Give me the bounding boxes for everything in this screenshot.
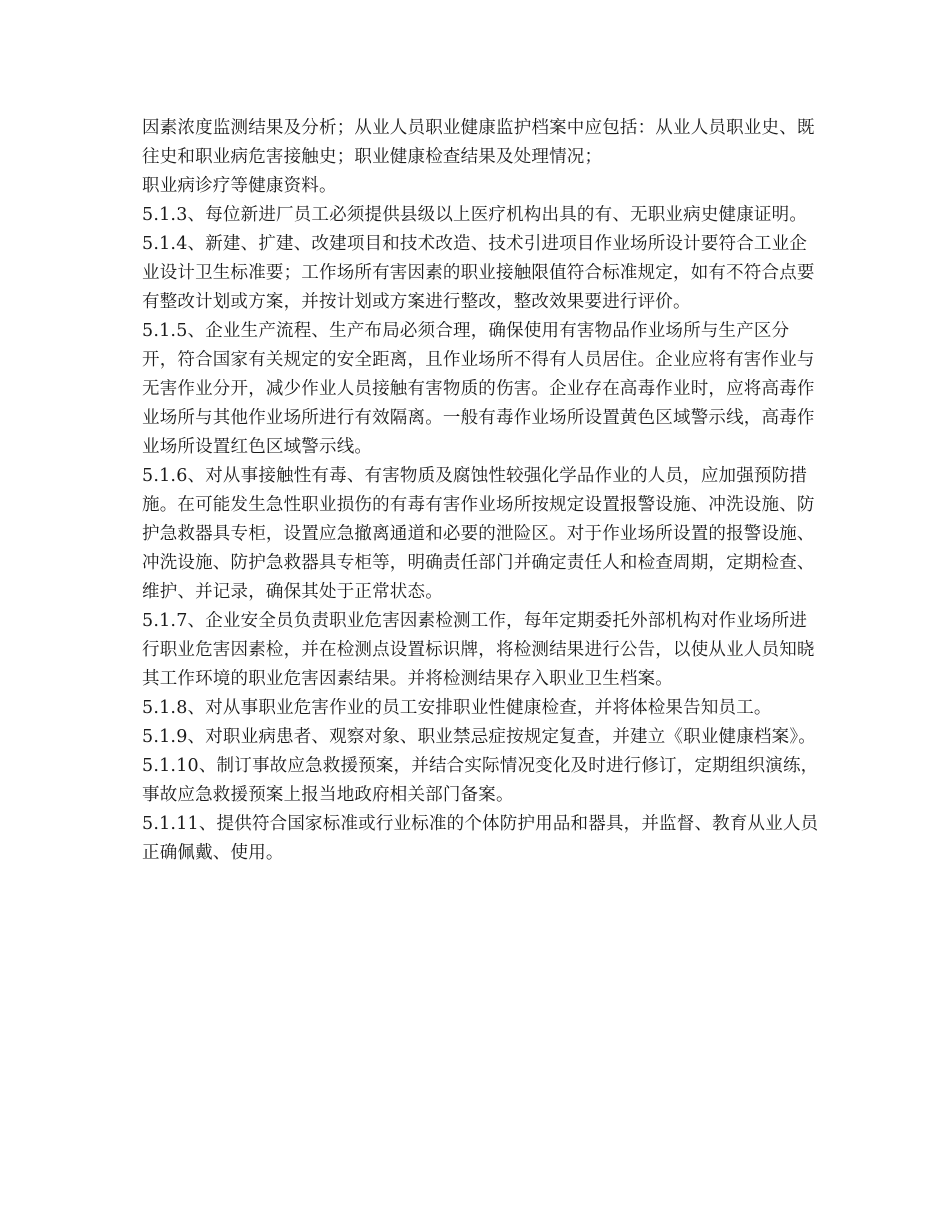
paragraph-5-1-11: 5.1.11、提供符合国家标准或行业标准的个体防护用品和器具，并监督、教育从业人员正确佩戴、使用。 bbox=[142, 814, 819, 863]
paragraph-5-1-5: 5.1.5、企业生产流程、生产布局必须合理，确保使用有害物品作业场所与生产区分开，符合国家有关规定的安全距离，且作业场所不得有人员居住。企业应将有害作业与无害作业分开，减少作业人员接触有害物质的伤害。企业存在高毒作业时，应将高毒作业场所与其他作业场所进行有效隔离。一般有毒作业场所设置黄色区域警示线，高毒作业场所设置红色区域警示线。 bbox=[142, 321, 815, 457]
paragraph-5-1-9: 5.1.9、对职业病患者、观察对象、职业禁忌症按规定复查，并建立《职业健康档案》。 bbox=[142, 727, 816, 747]
paragraph-5-1-10: 5.1.10、制订事故应急救援预案，并结合实际情况变化及时进行修订，定期组织演练，事故应急救援预案上报当地政府相关部门备案。 bbox=[142, 756, 819, 805]
paragraph-5-1-3: 5.1.3、每位新进厂员工必须提供县级以上医疗机构出具的有、无职业病史健康证明。 bbox=[142, 205, 808, 225]
paragraph-5-1-8: 5.1.8、对从事职业危害作业的员工安排职业性健康检查，并将体检果告知员工。 bbox=[142, 698, 772, 718]
paragraph-health-records: 职业病诊疗等健康资料。 bbox=[142, 176, 337, 196]
paragraph-5-1-4: 5.1.4、新建、扩建、改建项目和技术改造、技术引进项目作业场所设计要符合工业企业设计卫生标准要；工作场所有害因素的职业接触限值符合标准规定，如有不符合点要有整改计划或方案，并按计划或方案进行整改，整改效果要进行评价。 bbox=[142, 234, 815, 312]
paragraph-5-1-6: 5.1.6、对从事接触性有毒、有害物质及腐蚀性较强化学品作业的人员，应加强预防措施。在可能发生急性职业损伤的有毒有害作业场所按规定设置报警设施、冲洗设施、防护急救器具专柜，设置应急撤离通道和必要的泄险区。对于作业场所设置的报警设施、冲洗设施、防护急救器具专柜等，明确责任部门并确定责任人和检查周期，定期检查、维护、并记录，确保其处于正常状态。 bbox=[142, 466, 815, 602]
document-body bbox=[142, 114, 822, 868]
paragraph-5-1-7: 5.1.7、企业安全员负责职业危害因素检测工作，每年定期委托外部机构对作业场所进行职业危害因素检，并在检测点设置标识牌，将检测结果进行公告，以使从业人员知晓其工作环境的职业危害因素结果。并将检测结果存入职业卫生档案。 bbox=[142, 611, 815, 689]
paragraph-continuation: 因素浓度监测结果及分析；从业人员职业健康监护档案中应包括：从业人员职业史、既往史和职业病危害接触史；职业健康检查结果及处理情况； bbox=[142, 118, 815, 167]
